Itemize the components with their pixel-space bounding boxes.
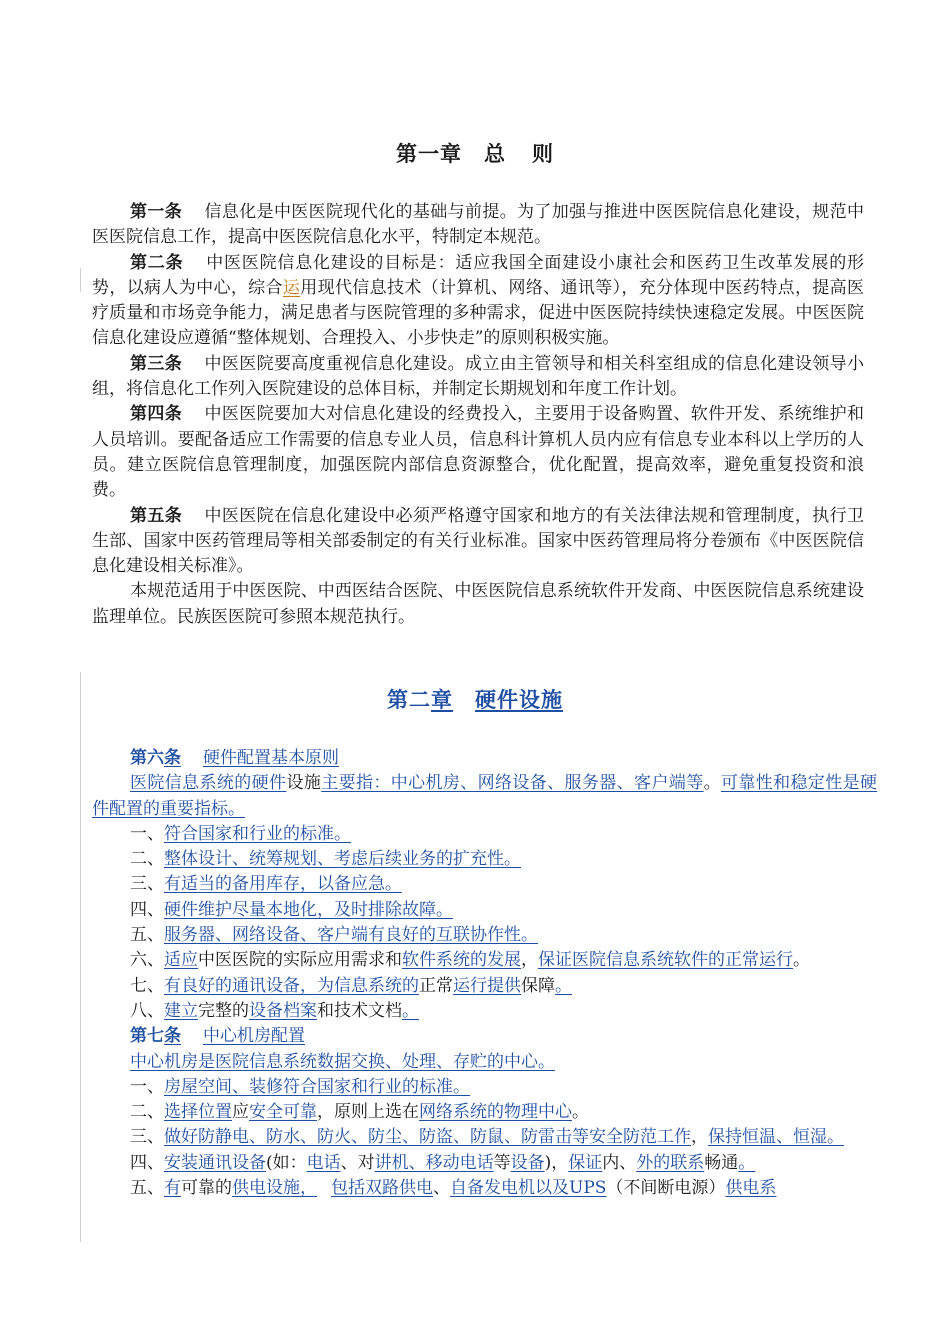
- article-1: 第一条 信息化是中医医院现代化的基础与前提。为了加强与推进中医医院信息化建设，规范中医医院信息工作，提高中医医院信息化水平，特制定本规范。: [92, 202, 865, 248]
- link[interactable]: 软件系统的发展: [402, 950, 521, 971]
- link[interactable]: 中心机房是医院信息系统数据交换、处理、存贮的中心。: [130, 1051, 555, 1072]
- link[interactable]: 主要指：中心机房、网络设备、服务器、客户端等: [321, 773, 704, 794]
- list-item: 一、符合国家和行业的标准。: [130, 823, 351, 844]
- link[interactable]: 保证医院信息系统软件的正常运行: [538, 950, 793, 971]
- chapter-1-title: 第一章 总 则: [396, 141, 554, 166]
- chapter-2-title-link-2[interactable]: 硬件设施: [475, 687, 563, 712]
- link[interactable]: 供电设施，: [232, 1178, 317, 1199]
- list-item: 二、选择位置应安全可靠，原则上选在网络系统的物理中心。: [130, 1102, 589, 1123]
- link[interactable]: 可靠性和稳定性是硬件配置的重要指标。: [92, 773, 878, 819]
- link[interactable]: 供电系: [725, 1178, 777, 1199]
- article-5: 第五条 中医医院在信息化建设中必须严格遵守国家和地方的有关法律法规和管理制度，执行卫生部、国家中医药管理局等相关部委制定的有关行业标准。国家中医药管理局将分卷颁布《中医医院信息化建设相关标准》。: [92, 505, 865, 577]
- link[interactable]: 有良好的通讯设备，为信息系统的: [164, 975, 419, 996]
- chapter-1-body: [92, 200, 864, 630]
- change-bar: [80, 672, 81, 1242]
- link[interactable]: 医院信息系统的硬件: [130, 773, 287, 794]
- link[interactable]: 网络系统的物理中心: [419, 1102, 572, 1123]
- link[interactable]: 符合国家和行业的标准。: [164, 823, 351, 844]
- list-item: 六、适应中医医院的实际应用需求和软件系统的发展，保证医院信息系统软件的正常运行。: [130, 950, 810, 971]
- list-item: 四、硬件维护尽量本地化，及时排除故障。: [130, 899, 453, 920]
- link[interactable]: 讲机、移动电话: [374, 1152, 494, 1173]
- article-6-heading: 第六条 硬件配置基本原则: [130, 748, 339, 768]
- link[interactable]: 。: [555, 975, 572, 996]
- article-4: 第四条 中医医院要加大对信息化建设的经费投入，主要用于设备购置、软件开发、系统维护和人员培训。要配备适应工作需要的信息专业人员，信息科计算机人员内应有信息专业本科以上学历的人员。建立医院信息管理制度，加强医院内部信息资源整合，优化配置，提高效率，避免重复投资和浪费。: [92, 404, 865, 501]
- list-item: 三、做好防静电、防水、防火、防尘、防盗、防鼠、防雷击等安全防范工作，保持恒温、恒湿。: [130, 1127, 844, 1148]
- article-7-intro: [92, 1050, 877, 1075]
- list-item: 五、有可靠的供电设施， 包括双路供电、自备发电机以及UPS（不间断电源）供电系: [130, 1178, 777, 1199]
- link[interactable]: 整体设计、统筹规划、考虑后续业务的扩充性。: [164, 849, 521, 870]
- link[interactable]: 选择位置: [164, 1102, 232, 1123]
- scope-paragraph: 本规范适用于中医医院、中西医结合医院、中医医院信息系统软件开发商、中医医院信息系统建设监理单位。民族医医院可参照本规范执行。: [92, 581, 864, 627]
- link[interactable]: 房屋空间、装修符合国家和行业的标准。: [164, 1076, 470, 1097]
- article-7-heading: 第七条 中心机房配置: [130, 1026, 305, 1047]
- link[interactable]: 设备档案: [249, 1000, 317, 1021]
- link[interactable]: 服务器、网络设备、客户端有良好的互联协作性。: [164, 925, 538, 946]
- link[interactable]: 安全可靠: [249, 1102, 317, 1123]
- link[interactable]: 有适当的备用库存，以备应急。: [164, 874, 402, 895]
- link[interactable]: 保证: [568, 1152, 603, 1173]
- list-item: 一、房屋空间、装修符合国家和行业的标准。: [130, 1076, 470, 1097]
- link[interactable]: 。: [738, 1152, 756, 1173]
- list-item: 二、整体设计、统筹规划、考虑后续业务的扩充性。: [130, 849, 521, 870]
- link[interactable]: 做好防静电、防水、防火、防尘、防盗、防鼠、防雷击等安全防范工作: [164, 1127, 691, 1148]
- link[interactable]: 包括双路供电: [331, 1178, 433, 1199]
- link[interactable]: 。: [402, 1000, 419, 1021]
- link[interactable]: 硬件维护尽量本地化，及时排除故障。: [164, 899, 453, 920]
- chapter-2-title-link[interactable]: 章: [431, 687, 453, 712]
- article-2: 第二条 中医医院信息化建设的目标是：适应我国全面建设小康社会和医药卫生改革发展的形势，以病人为中心，综合运用现代信息技术（计算机、网络、通讯等），充分体现中医药特点，提高医疗质量和市场竞争能力，满足患者与医院管理的多种需求，促进中医医院持续快速稳定发展。中医医院信息化建设应遵循“整体规划、合理投入、小步快走”的原则积极实施。: [92, 252, 865, 349]
- list-item: 四、安装通讯设备(如：电话、对讲机、移动电话等设备)，保证内、外的联系畅通。: [130, 1152, 756, 1173]
- change-bar: [80, 268, 81, 292]
- link[interactable]: 保持恒温、恒湿。: [708, 1127, 844, 1148]
- link[interactable]: 建立: [164, 1000, 198, 1021]
- article-6-intro: 医院信息系统的硬件设施主要指：中心机房、网络设备、服务器、客户端等。可靠性和稳定性是硬件配置的重要指标。: [92, 773, 878, 819]
- list-item: 五、服务器、网络设备、客户端有良好的互联协作性。: [130, 925, 538, 946]
- link[interactable]: 运行提供: [453, 975, 521, 996]
- article-3: 第三条 中医医院要高度重视信息化建设。成立由主管领导和相关科室组成的信息化建设领导小组，将信息化工作列入医院建设的总体目标，并制定长期规划和年度工作计划。: [92, 353, 865, 400]
- chapter-2-title: 第二章 硬件设施: [387, 687, 563, 712]
- list-item: 七、有良好的通讯设备，为信息系统的正常运行提供保障。: [130, 975, 572, 996]
- list-item: 三、有适当的备用库存，以备应急。: [130, 874, 402, 895]
- link[interactable]: 外的联系: [636, 1152, 705, 1173]
- chapter-2-body: [92, 746, 877, 1201]
- link[interactable]: 电话: [306, 1152, 341, 1173]
- link[interactable]: 设备: [510, 1152, 545, 1173]
- list-item: 八、建立完整的设备档案和技术文档。: [130, 1000, 419, 1021]
- link[interactable]: 自备发电机以及UPS: [450, 1178, 607, 1199]
- link[interactable]: 适应: [164, 950, 198, 971]
- link[interactable]: 有: [164, 1178, 181, 1199]
- link[interactable]: 安装通讯设备: [164, 1152, 266, 1173]
